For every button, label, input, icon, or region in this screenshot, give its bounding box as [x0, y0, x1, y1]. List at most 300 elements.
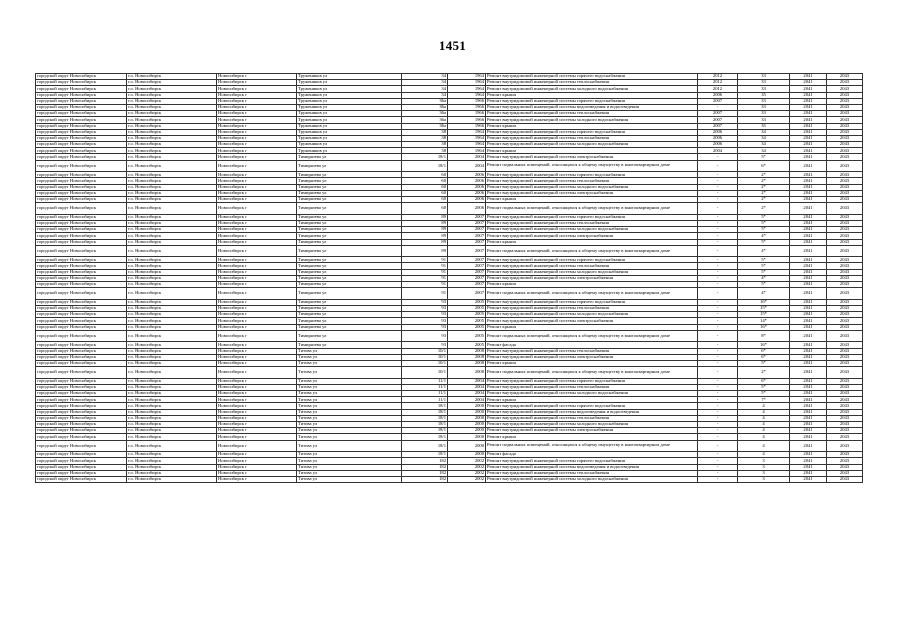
plan-start-cell: 2041	[790, 148, 827, 154]
work-type-cell: Ремонт внутридомовой инженерной системы теплоснабжения	[486, 135, 698, 141]
work-type-cell: Ремонт внутридомовой инженерной системы теплоснабжения	[486, 178, 698, 184]
last-repair-year-cell: -	[698, 348, 738, 354]
locality-cell: г.о. Новосибирск	[127, 227, 217, 233]
plan-end-cell: 2043	[827, 348, 863, 354]
street-cell: Тимирязева ул	[297, 257, 402, 263]
house-number-cell: 18/1	[402, 403, 448, 409]
build-year-cell: 2005	[448, 306, 486, 312]
district-cell: городской округ Новосибирск	[36, 98, 127, 104]
locality-cell: г.о. Новосибирск	[127, 367, 217, 379]
last-repair-year-cell: -	[698, 282, 738, 288]
last-repair-year-cell: 2007	[698, 117, 738, 123]
last-repair-year-cell: 2012	[698, 86, 738, 92]
plan-end-cell: 2043	[827, 476, 863, 482]
district-cell: городской округ Новосибирск	[36, 306, 127, 312]
work-type-cell: Ремонт подвальных помещений, относящихся к общему имуществу в многоквартирном доме	[486, 440, 698, 452]
street-cell: Тимирязева ул	[297, 196, 402, 202]
street-cell: Тимирязева ул	[297, 288, 402, 300]
wear-percent-cell: 2*	[738, 190, 790, 196]
last-repair-year-cell: -	[698, 196, 738, 202]
house-number-cell: 18/1	[402, 440, 448, 452]
wear-percent-cell: 5*	[738, 239, 790, 245]
table-row	[36, 367, 863, 379]
wear-percent-cell: 4*	[738, 245, 790, 257]
work-type-cell: Ремонт внутридомовой инженерной системы теплоснабжения	[486, 220, 698, 226]
locality-cell: г.о. Новосибирск	[127, 233, 217, 239]
last-repair-year-cell: 2012	[698, 74, 738, 80]
plan-start-cell: 2041	[790, 428, 827, 434]
wear-percent-cell: 15*	[738, 306, 790, 312]
last-repair-year-cell: -	[698, 476, 738, 482]
district-cell: городской округ Новосибирск	[36, 434, 127, 440]
district-cell: городской округ Новосибирск	[36, 214, 127, 220]
city-cell: Новосибирск г	[217, 384, 297, 390]
last-repair-year-cell: 2004	[698, 148, 738, 154]
city-cell: Новосибирск г	[217, 227, 297, 233]
build-year-cell: 2007	[448, 257, 486, 263]
work-type-cell: Ремонт внутридомовой инженерной системы холодного водоснабжения	[486, 227, 698, 233]
locality-cell: г.о. Новосибирск	[127, 196, 217, 202]
plan-end-cell: 2043	[827, 98, 863, 104]
wear-percent-cell: 2*	[738, 178, 790, 184]
work-type-cell: Ремонт фасада	[486, 342, 698, 348]
plan-start-cell: 2041	[790, 227, 827, 233]
last-repair-year-cell: -	[698, 214, 738, 220]
wear-percent-cell: 6*	[738, 160, 790, 172]
house-number-cell: 60	[402, 196, 448, 202]
build-year-cell: 2006	[448, 184, 486, 190]
plan-end-cell: 2043	[827, 440, 863, 452]
street-cell: Титова ул	[297, 415, 402, 421]
wear-percent-cell: 35	[738, 92, 790, 98]
plan-start-cell: 2041	[790, 422, 827, 428]
plan-start-cell: 2041	[790, 239, 827, 245]
locality-cell: г.о. Новосибирск	[127, 360, 217, 366]
plan-start-cell: 2041	[790, 178, 827, 184]
plan-start-cell: 2041	[790, 282, 827, 288]
city-cell: Новосибирск г	[217, 275, 297, 281]
work-type-cell: Ремонт внутридомовой инженерной системы теплоснабжения	[486, 348, 698, 354]
plan-start-cell: 2041	[790, 464, 827, 470]
build-year-cell: 1966	[448, 104, 486, 110]
street-cell: Тружеников ул	[297, 104, 402, 110]
street-cell: Титова ул	[297, 391, 402, 397]
work-type-cell: Ремонт подвальных помещений, относящихся к общему имуществу в многоквартирном доме	[486, 288, 698, 300]
plan-start-cell: 2041	[790, 184, 827, 190]
wear-percent-cell: 5*	[738, 360, 790, 366]
street-cell: Титова ул	[297, 397, 402, 403]
build-year-cell: 2005	[448, 318, 486, 324]
wear-percent-cell: 4	[738, 403, 790, 409]
last-repair-year-cell: -	[698, 299, 738, 305]
plan-end-cell: 2043	[827, 415, 863, 421]
plan-start-cell: 2041	[790, 384, 827, 390]
build-year-cell: 1966	[448, 98, 486, 104]
last-repair-year-cell: -	[698, 233, 738, 239]
work-type-cell: Ремонт внутридомовой инженерной системы электроснабжения	[486, 354, 698, 360]
house-number-cell: 18/1	[402, 434, 448, 440]
plan-start-cell: 2041	[790, 117, 827, 123]
wear-percent-cell: 33	[738, 80, 790, 86]
locality-cell: г.о. Новосибирск	[127, 282, 217, 288]
plan-end-cell: 2043	[827, 80, 863, 86]
house-number-cell: 11/1	[402, 384, 448, 390]
work-type-cell: Ремонт крыши	[486, 434, 698, 440]
street-cell: Тружеников ул	[297, 98, 402, 104]
locality-cell: г.о. Новосибирск	[127, 117, 217, 123]
locality-cell: г.о. Новосибирск	[127, 324, 217, 330]
street-cell: Тимирязева ул	[297, 263, 402, 269]
work-type-cell: Ремонт внутридомовой инженерной системы теплоснабжения	[486, 415, 698, 421]
wear-percent-cell: 35	[738, 123, 790, 129]
locality-cell: г.о. Новосибирск	[127, 220, 217, 226]
table-row	[36, 203, 863, 215]
city-cell: Новосибирск г	[217, 318, 297, 324]
wear-percent-cell: 4	[738, 409, 790, 415]
locality-cell: г.о. Новосибирск	[127, 178, 217, 184]
plan-start-cell: 2041	[790, 160, 827, 172]
plan-start-cell: 2041	[790, 440, 827, 452]
build-year-cell: 2000	[448, 422, 486, 428]
city-cell: Новосибирск г	[217, 428, 297, 434]
work-type-cell: Ремонт крыши	[486, 123, 698, 129]
last-repair-year-cell: 2007	[698, 98, 738, 104]
city-cell: Новосибирск г	[217, 154, 297, 160]
plan-start-cell: 2041	[790, 299, 827, 305]
plan-end-cell: 2043	[827, 190, 863, 196]
wear-percent-cell: 4	[738, 422, 790, 428]
plan-start-cell: 2041	[790, 263, 827, 269]
locality-cell: г.о. Новосибирск	[127, 464, 217, 470]
street-cell: Титова ул	[297, 434, 402, 440]
house-number-cell: 18/1	[402, 452, 448, 458]
plan-end-cell: 2043	[827, 142, 863, 148]
district-cell: городской округ Новосибирск	[36, 428, 127, 434]
house-number-cell: 91	[402, 275, 448, 281]
plan-start-cell: 2041	[790, 348, 827, 354]
district-cell: городской округ Новосибирск	[36, 190, 127, 196]
street-cell: Тружеников ул	[297, 117, 402, 123]
city-cell: Новосибирск г	[217, 378, 297, 384]
plan-end-cell: 2043	[827, 178, 863, 184]
work-type-cell: Ремонт внутридомовой инженерной системы электроснабжения	[486, 190, 698, 196]
district-cell: городской округ Новосибирск	[36, 354, 127, 360]
plan-start-cell: 2041	[790, 196, 827, 202]
build-year-cell: 2000	[448, 434, 486, 440]
locality-cell: г.о. Новосибирск	[127, 391, 217, 397]
wear-percent-cell: 4	[738, 440, 790, 452]
city-cell: Новосибирск г	[217, 214, 297, 220]
work-type-cell: Ремонт внутридомовой инженерной системы теплоснабжения	[486, 80, 698, 86]
plan-end-cell: 2043	[827, 299, 863, 305]
build-year-cell: 2007	[448, 227, 486, 233]
street-cell: Тружеников ул	[297, 129, 402, 135]
last-repair-year-cell: -	[698, 470, 738, 476]
build-year-cell: 2007	[448, 220, 486, 226]
work-type-cell: Ремонт внутридомовой инженерной системы теплоснабжения	[486, 263, 698, 269]
house-number-cell: 11/1	[402, 378, 448, 384]
build-year-cell: 2007	[448, 233, 486, 239]
city-cell: Новосибирск г	[217, 104, 297, 110]
street-cell: Титова ул	[297, 458, 402, 464]
wear-percent-cell: 3	[738, 470, 790, 476]
city-cell: Новосибирск г	[217, 178, 297, 184]
house-number-cell: 18/1	[402, 154, 448, 160]
city-cell: Новосибирск г	[217, 391, 297, 397]
house-number-cell: 10/1	[402, 360, 448, 366]
house-number-cell: 11/1	[402, 391, 448, 397]
wear-percent-cell: 5*	[738, 257, 790, 263]
city-cell: Новосибирск г	[217, 282, 297, 288]
work-type-cell: Ремонт внутридомовой инженерной системы теплоснабжения	[486, 384, 698, 390]
city-cell: Новосибирск г	[217, 86, 297, 92]
wear-percent-cell: 33	[738, 117, 790, 123]
last-repair-year-cell: -	[698, 464, 738, 470]
district-cell: городской округ Новосибирск	[36, 282, 127, 288]
city-cell: Новосибирск г	[217, 348, 297, 354]
work-type-cell: Ремонт внутридомовой инженерной системы холодного водоснабжения	[486, 184, 698, 190]
district-cell: городской округ Новосибирск	[36, 227, 127, 233]
plan-end-cell: 2043	[827, 196, 863, 202]
street-cell: Титова ул	[297, 476, 402, 482]
district-cell: городской округ Новосибирск	[36, 378, 127, 384]
house-number-cell: 93	[402, 312, 448, 318]
plan-end-cell: 2043	[827, 367, 863, 379]
wear-percent-cell: 5*	[738, 263, 790, 269]
street-cell: Титова ул	[297, 384, 402, 390]
last-repair-year-cell: -	[698, 154, 738, 160]
locality-cell: г.о. Новосибирск	[127, 312, 217, 318]
house-number-cell: 60	[402, 172, 448, 178]
street-cell: Тружеников ул	[297, 74, 402, 80]
build-year-cell: 1966	[448, 111, 486, 117]
build-year-cell: 2005	[448, 342, 486, 348]
plan-end-cell: 2043	[827, 203, 863, 215]
last-repair-year-cell: 2006	[698, 129, 738, 135]
plan-end-cell: 2043	[827, 184, 863, 190]
wear-percent-cell: 34	[738, 135, 790, 141]
street-cell: Титова ул	[297, 403, 402, 409]
wear-percent-cell: 8*	[738, 330, 790, 342]
city-cell: Новосибирск г	[217, 422, 297, 428]
district-cell: городской округ Новосибирск	[36, 148, 127, 154]
build-year-cell: 2007	[448, 275, 486, 281]
build-year-cell: 1964	[448, 74, 486, 80]
locality-cell: г.о. Новосибирск	[127, 148, 217, 154]
plan-start-cell: 2041	[790, 142, 827, 148]
last-repair-year-cell: -	[698, 391, 738, 397]
wear-percent-cell: 4*	[738, 275, 790, 281]
work-type-cell: Ремонт крыши	[486, 324, 698, 330]
plan-end-cell: 2043	[827, 135, 863, 141]
street-cell: Тимирязева ул	[297, 233, 402, 239]
house-number-cell: 60	[402, 184, 448, 190]
wear-percent-cell: 4	[738, 434, 790, 440]
plan-end-cell: 2043	[827, 330, 863, 342]
district-cell: городской округ Новосибирск	[36, 154, 127, 160]
district-cell: городской округ Новосибирск	[36, 172, 127, 178]
table-row	[36, 245, 863, 257]
locality-cell: г.о. Новосибирск	[127, 422, 217, 428]
plan-end-cell: 2043	[827, 86, 863, 92]
plan-end-cell: 2043	[827, 92, 863, 98]
locality-cell: г.о. Новосибирск	[127, 476, 217, 482]
street-cell: Тимирязева ул	[297, 203, 402, 215]
plan-end-cell: 2043	[827, 227, 863, 233]
work-type-cell: Ремонт внутридомовой инженерной системы холодного водоснабжения	[486, 269, 698, 275]
last-repair-year-cell: -	[698, 184, 738, 190]
house-number-cell: 36а	[402, 98, 448, 104]
last-repair-year-cell: 2006	[698, 142, 738, 148]
district-cell: городской округ Новосибирск	[36, 142, 127, 148]
build-year-cell: 2007	[448, 239, 486, 245]
last-repair-year-cell: -	[698, 178, 738, 184]
plan-start-cell: 2041	[790, 367, 827, 379]
district-cell: городской округ Новосибирск	[36, 135, 127, 141]
street-cell: Титова ул	[297, 348, 402, 354]
build-year-cell: 2000	[448, 415, 486, 421]
district-cell: городской округ Новосибирск	[36, 111, 127, 117]
last-repair-year-cell: -	[698, 263, 738, 269]
city-cell: Новосибирск г	[217, 142, 297, 148]
street-cell: Тружеников ул	[297, 86, 402, 92]
house-number-cell: 91	[402, 288, 448, 300]
district-cell: городской округ Новосибирск	[36, 476, 127, 482]
district-cell: городской округ Новосибирск	[36, 360, 127, 366]
build-year-cell: 1966	[448, 117, 486, 123]
plan-start-cell: 2041	[790, 220, 827, 226]
last-repair-year-cell: -	[698, 397, 738, 403]
build-year-cell: 2007	[448, 214, 486, 220]
locality-cell: г.о. Новосибирск	[127, 275, 217, 281]
street-cell: Титова ул	[297, 367, 402, 379]
plan-end-cell: 2043	[827, 452, 863, 458]
work-type-cell: Ремонт внутридомовой инженерной системы водоотведения и водоотведения	[486, 464, 698, 470]
city-cell: Новосибирск г	[217, 245, 297, 257]
house-number-cell: 38	[402, 129, 448, 135]
plan-start-cell: 2041	[790, 342, 827, 348]
plan-end-cell: 2043	[827, 154, 863, 160]
city-cell: Новосибирск г	[217, 172, 297, 178]
district-cell: городской округ Новосибирск	[36, 464, 127, 470]
plan-end-cell: 2043	[827, 428, 863, 434]
wear-percent-cell: 4	[738, 415, 790, 421]
build-year-cell: 1966	[448, 123, 486, 129]
wear-percent-cell: 4	[738, 452, 790, 458]
build-year-cell: 2005	[448, 324, 486, 330]
street-cell: Тимирязева ул	[297, 312, 402, 318]
last-repair-year-cell: 2006	[698, 135, 738, 141]
build-year-cell: 2006	[448, 178, 486, 184]
table-row	[36, 288, 863, 300]
house-number-cell: 18/1	[402, 428, 448, 434]
district-cell: городской округ Новосибирск	[36, 80, 127, 86]
house-number-cell: 89	[402, 233, 448, 239]
plan-end-cell: 2043	[827, 245, 863, 257]
plan-start-cell: 2041	[790, 288, 827, 300]
wear-percent-cell: 2*	[738, 196, 790, 202]
house-number-cell: 91	[402, 282, 448, 288]
build-year-cell: 1964	[448, 86, 486, 92]
wear-percent-cell: 16*	[738, 299, 790, 305]
build-year-cell: 2002	[448, 476, 486, 482]
last-repair-year-cell: 2006	[698, 92, 738, 98]
locality-cell: г.о. Новосибирск	[127, 354, 217, 360]
street-cell: Тимирязева ул	[297, 330, 402, 342]
build-year-cell: 2006	[448, 196, 486, 202]
last-repair-year-cell: -	[698, 220, 738, 226]
build-year-cell: 2005	[448, 312, 486, 318]
house-number-cell: 18/1	[402, 160, 448, 172]
build-year-cell: 2002	[448, 464, 486, 470]
build-year-cell: 2004	[448, 384, 486, 390]
locality-cell: г.о. Новосибирск	[127, 409, 217, 415]
house-number-cell: 36а	[402, 111, 448, 117]
house-number-cell: 36а	[402, 117, 448, 123]
locality-cell: г.о. Новосибирск	[127, 269, 217, 275]
work-type-cell: Ремонт подвальных помещений, относящихся к общему имуществу в многоквартирном доме	[486, 203, 698, 215]
house-number-cell: 11/1	[402, 397, 448, 403]
locality-cell: г.о. Новосибирск	[127, 86, 217, 92]
house-number-cell: 38	[402, 135, 448, 141]
district-cell: городской округ Новосибирск	[36, 263, 127, 269]
build-year-cell: 2007	[448, 288, 486, 300]
plan-end-cell: 2043	[827, 409, 863, 415]
plan-start-cell: 2041	[790, 360, 827, 366]
work-type-cell: Ремонт внутридомовой инженерной системы горячего водоснабжения	[486, 74, 698, 80]
locality-cell: г.о. Новосибирск	[127, 378, 217, 384]
house-number-cell: 89	[402, 245, 448, 257]
plan-end-cell: 2043	[827, 172, 863, 178]
house-number-cell: 89	[402, 239, 448, 245]
district-cell: городской округ Новосибирск	[36, 422, 127, 428]
plan-start-cell: 2041	[790, 391, 827, 397]
plan-end-cell: 2043	[827, 470, 863, 476]
repair-schedule-table	[35, 73, 863, 483]
locality-cell: г.о. Новосибирск	[127, 318, 217, 324]
street-cell: Тружеников ул	[297, 148, 402, 154]
district-cell: городской округ Новосибирск	[36, 220, 127, 226]
locality-cell: г.о. Новосибирск	[127, 239, 217, 245]
house-number-cell: 10/1	[402, 348, 448, 354]
wear-percent-cell: 3	[738, 476, 790, 482]
wear-percent-cell: 4*	[738, 233, 790, 239]
plan-start-cell: 2041	[790, 318, 827, 324]
plan-end-cell: 2043	[827, 160, 863, 172]
work-type-cell: Ремонт подвальных помещений, относящихся к общему имуществу в многоквартирном доме	[486, 330, 698, 342]
city-cell: Новосибирск г	[217, 354, 297, 360]
street-cell: Тимирязева ул	[297, 299, 402, 305]
street-cell: Тимирязева ул	[297, 239, 402, 245]
house-number-cell: 34	[402, 92, 448, 98]
street-cell: Тимирязева ул	[297, 275, 402, 281]
work-type-cell: Ремонт подвальных помещений, относящихся к общему имуществу в многоквартирном доме	[486, 160, 698, 172]
wear-percent-cell: 33	[738, 98, 790, 104]
house-number-cell: 38	[402, 142, 448, 148]
plan-end-cell: 2043	[827, 257, 863, 263]
street-cell: Титова ул	[297, 470, 402, 476]
city-cell: Новосибирск г	[217, 360, 297, 366]
street-cell: Тимирязева ул	[297, 269, 402, 275]
district-cell: городской округ Новосибирск	[36, 269, 127, 275]
wear-percent-cell: 2*	[738, 367, 790, 379]
city-cell: Новосибирск г	[217, 160, 297, 172]
locality-cell: г.о. Новосибирск	[127, 214, 217, 220]
city-cell: Новосибирск г	[217, 367, 297, 379]
wear-percent-cell: 5*	[738, 269, 790, 275]
plan-end-cell: 2043	[827, 129, 863, 135]
city-cell: Новосибирск г	[217, 470, 297, 476]
